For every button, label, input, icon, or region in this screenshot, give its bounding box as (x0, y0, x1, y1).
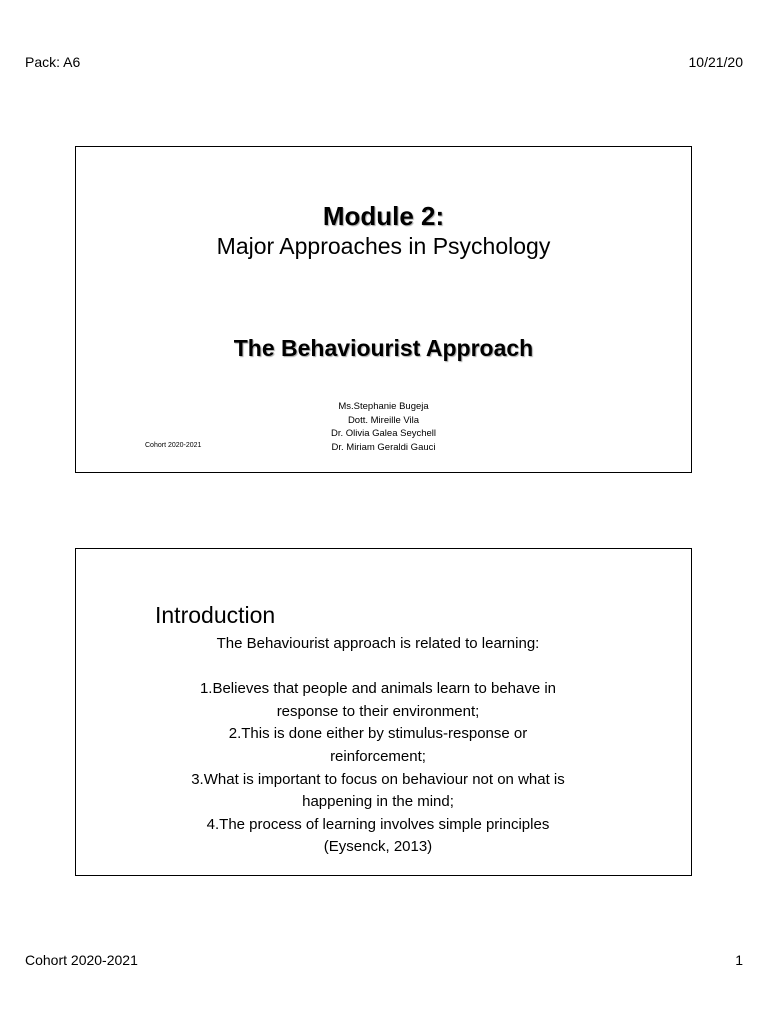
slide-body (76, 633, 680, 859)
header-pack-label: Pack: A6 (25, 54, 81, 70)
body-line: 3.What is important to focus on behaviour not on what is (191, 770, 565, 788)
header-date: 10/21/20 (688, 54, 743, 70)
body-line: reinforcement; (330, 747, 426, 765)
author-name: Dr. Olivia Galea Seychell (330, 428, 437, 439)
module-title: Module 2: (322, 201, 445, 231)
body-line: 1.Believes that people and animals learn to behave in (199, 680, 557, 698)
author-name: Dr. Miriam Geraldi Gauci (331, 441, 436, 453)
module-subtitle: Major Approaches in Psychology (216, 233, 551, 259)
slide-introduction (75, 548, 692, 876)
body-line: (Eysenck, 2013) (323, 838, 433, 856)
slide-cohort-label: Cohort 2020-2021 (145, 442, 202, 449)
body-lead-line: The Behaviourist approach is related to learning: (216, 635, 540, 652)
body-line: 4.The process of learning involves simple principles (206, 815, 550, 833)
footer-page-number: 1 (735, 952, 743, 968)
body-line: 2.This is done either by stimulus-response or (228, 725, 528, 743)
approach-title: The Behaviourist Approach (233, 335, 534, 361)
body-line: happening in the mind; (302, 793, 454, 811)
body-line: response to their environment; (276, 702, 480, 720)
footer-cohort: Cohort 2020-2021 (25, 952, 138, 968)
author-name: Ms.Stephanie Bugeja (338, 401, 429, 412)
slide-heading: Introduction (155, 602, 276, 628)
slide-title (75, 146, 692, 473)
author-name: Dott. Mireille Vila (347, 414, 420, 426)
